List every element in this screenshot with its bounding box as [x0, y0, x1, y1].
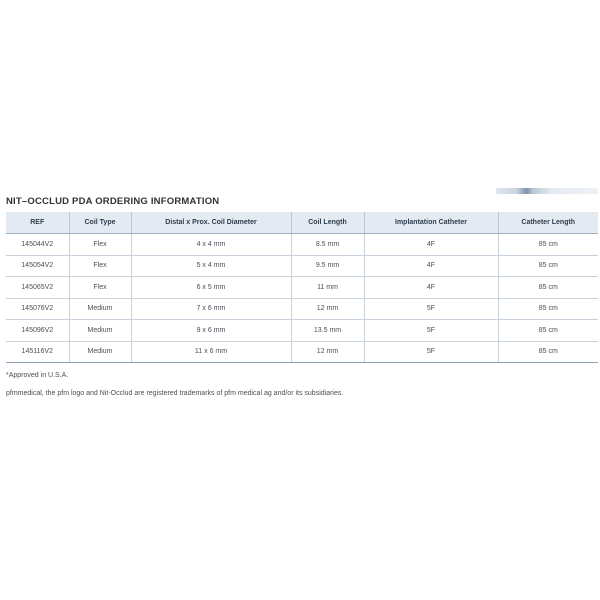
cell-coil-length: 9.5 mm	[291, 255, 364, 277]
cell-coil-type: Medium	[69, 341, 131, 363]
table-row	[6, 320, 598, 342]
cell-coil-diameter: 6 x 5 mm	[131, 277, 291, 299]
table-row	[6, 298, 598, 320]
cell-coil-length: 8.5 mm	[291, 234, 364, 256]
cell-coil-type: Medium	[69, 320, 131, 342]
cell-catheter-length: 85 cm	[498, 234, 598, 256]
table-row	[6, 255, 598, 277]
cell-implantation-catheter: 5F	[364, 320, 498, 342]
cell-coil-type: Flex	[69, 255, 131, 277]
cell-coil-diameter: 9 x 6 mm	[131, 320, 291, 342]
cell-coil-diameter: 7 x 6 mm	[131, 298, 291, 320]
column-header-coil-diameter: Distal x Prox. Coil Diameter	[131, 212, 291, 234]
table-row	[6, 277, 598, 299]
table-row	[6, 341, 598, 363]
cell-coil-length: 12 mm	[291, 298, 364, 320]
cell-coil-type: Flex	[69, 234, 131, 256]
cell-catheter-length: 85 cm	[498, 320, 598, 342]
column-header-coil-type: Coil Type	[69, 212, 131, 234]
cell-catheter-length: 85 cm	[498, 341, 598, 363]
approval-footnote: *Approved in U.S.A.	[6, 372, 69, 379]
cell-ref: 145076V2	[6, 298, 69, 320]
column-header-implantation-catheter: Implantation Catheter	[364, 212, 498, 234]
cell-ref: 145065V2	[6, 277, 69, 299]
cell-catheter-length: 85 cm	[498, 277, 598, 299]
cell-ref: 145096V2	[6, 320, 69, 342]
cell-implantation-catheter: 5F	[364, 341, 498, 363]
cell-ref: 145116V2	[6, 341, 69, 363]
cell-ref: 145044V2	[6, 234, 69, 256]
section-title: NIT–OCCLUD PDA ORDERING INFORMATION	[6, 196, 220, 207]
cell-implantation-catheter: 4F	[364, 255, 498, 277]
cell-catheter-length: 85 cm	[498, 298, 598, 320]
trademark-notice: pfmmedical, the pfm logo and Nit-Occlud are registered trademarks of pfm medical ag and/or its subsidiaries.	[6, 390, 344, 397]
cell-coil-diameter: 11 x 6 mm	[131, 341, 291, 363]
cell-implantation-catheter: 4F	[364, 234, 498, 256]
column-header-catheter-length: Catheter Length	[498, 212, 598, 234]
cell-coil-diameter: 5 x 4 mm	[131, 255, 291, 277]
cell-catheter-length: 85 cm	[498, 255, 598, 277]
cell-coil-diameter: 4 x 4 mm	[131, 234, 291, 256]
cell-implantation-catheter: 5F	[364, 298, 498, 320]
table-header-row	[6, 212, 598, 234]
decorative-gradient-bar	[496, 188, 598, 194]
cell-coil-length: 13.5 mm	[291, 320, 364, 342]
cell-implantation-catheter: 4F	[364, 277, 498, 299]
column-header-coil-length: Coil Length	[291, 212, 364, 234]
cell-coil-type: Flex	[69, 277, 131, 299]
cell-coil-length: 12 mm	[291, 341, 364, 363]
cell-coil-type: Medium	[69, 298, 131, 320]
cell-coil-length: 11 mm	[291, 277, 364, 299]
column-header-ref: REF	[6, 212, 69, 234]
table-row	[6, 234, 598, 256]
ordering-table	[6, 212, 598, 363]
cell-ref: 145054V2	[6, 255, 69, 277]
